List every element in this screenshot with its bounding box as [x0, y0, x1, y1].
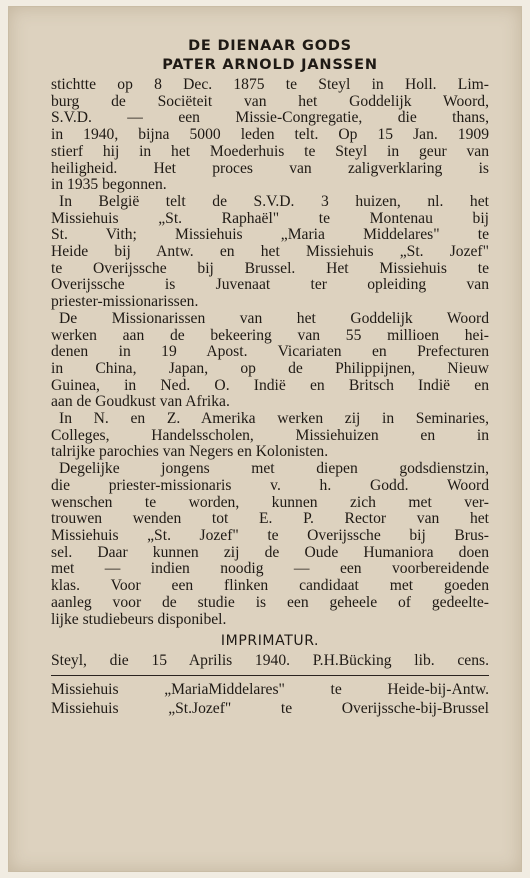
footer-address-overijssche: Missiehuis „St.Jozef" te Overijssche-bij-Brussel [51, 700, 489, 718]
paragraph-1-line: S.V.D. — een Missie-Congregatie, die thans, [51, 110, 489, 127]
title-line-1: DE DIENAAR GODS [188, 38, 352, 54]
paragraph-2-line: te Overijssche bij Brussel. Het Missiehuis te [51, 260, 489, 277]
footer-addresses [51, 680, 489, 718]
paragraph-2-line: priester-missionarissen. [51, 294, 199, 311]
paragraph-5-line: klas. Voor een flinken candidaat met goeden [51, 578, 489, 595]
card-content [51, 37, 489, 718]
title-line-2: PATER ARNOLD JANSSEN [162, 57, 378, 73]
paragraph-5-line: aanleg voor de studie is een geheele of gedeelte- [51, 594, 489, 611]
paragraph-2-line: Overijssche is Juvenaat ter opleiding van [51, 277, 489, 294]
imprimatur-signature: Steyl, die 15 Aprilis 1940. P.H.Bücking lib. cens. [51, 652, 489, 670]
paragraph-5-line: trouwen wenden tot E. P. Rector van het [51, 511, 489, 528]
paragraph-3-line: denen in 19 Apost. Vicariaten en Prefecturen [51, 344, 489, 361]
paragraph-2-line: Missiehuis „St. Raphaël" te Montenau bij [51, 210, 489, 227]
footer-address-heide: Missiehuis „MariaMiddelares" te Heide-bij-Antw. [51, 681, 489, 699]
divider-rule [51, 675, 489, 676]
paragraph-1-line: stierf hij in het Moederhuis te Steyl in geur van [51, 143, 489, 160]
card-title [51, 37, 489, 75]
paragraph-1-line: burg de Sociëteit van het Goddelijk Woord, [51, 93, 489, 110]
paragraph-4-line: talrijke parochies van Negers en Kolonisten. [51, 444, 329, 461]
paragraph-2-line: Heide bij Antw. en het Missiehuis „St. Jozef" [51, 244, 489, 261]
paragraph-5-line: lijke studiebeurs disponibel. [51, 611, 227, 628]
paragraph-1-line: in 1935 begonnen. [51, 177, 167, 194]
paragraph-4-line: Colleges, Handelsscholen, Missiehuizen en in [51, 427, 489, 444]
paragraph-2-line: In België telt de S.V.D. 3 huizen, nl. het [59, 193, 489, 210]
paragraph-3-line: Guinea, in Ned. O. Indië en Britsch Indië en [51, 377, 489, 394]
paragraph-2-line: St. Vith; Missiehuis „Maria Middelares" te [51, 227, 489, 244]
body-text [51, 77, 489, 628]
paragraph-5-line: met — indien noodig — een voorbereidende [51, 561, 489, 578]
paragraph-5-line: die priester-missionaris v. h. Godd. Woord [51, 477, 489, 494]
paragraph-3-line: De Missionarissen van het Goddelijk Woord [59, 310, 489, 327]
paragraph-3-line: werken aan de bekeering van 55 millioen hei- [51, 327, 489, 344]
paragraph-5-line: Missiehuis „St. Jozef" te Overijssche bij Brus- [51, 527, 489, 544]
paragraph-1-line: heiligheid. Het proces van zaligverklaring is [51, 160, 489, 177]
paragraph-1-line: stichtte op 8 Dec. 1875 te Steyl in Holl. Lim- [51, 77, 489, 93]
prayer-card [8, 6, 522, 872]
paragraph-3-line: aan de Goudkust van Afrika. [51, 394, 230, 411]
paragraph-3-line: in China, Japan, op de Philippijnen, Nieuw [51, 360, 489, 377]
imprimatur-heading: IMPRIMATUR. [220, 633, 320, 650]
paragraph-5-line: sel. Daar kunnen zij de Oude Humaniora doen [51, 544, 489, 561]
paragraph-1-line: in 1940, bijna 5000 leden telt. Op 15 Jan. 1909 [51, 127, 489, 144]
paragraph-5-line: Degelijke jongens met diepen godsdienstzin, [59, 461, 489, 478]
paragraph-5-line: wenschen te worden, kunnen zich met ver- [51, 494, 489, 511]
paragraph-4-line: In N. en Z. Amerika werken zij in Seminaries, [59, 411, 489, 428]
